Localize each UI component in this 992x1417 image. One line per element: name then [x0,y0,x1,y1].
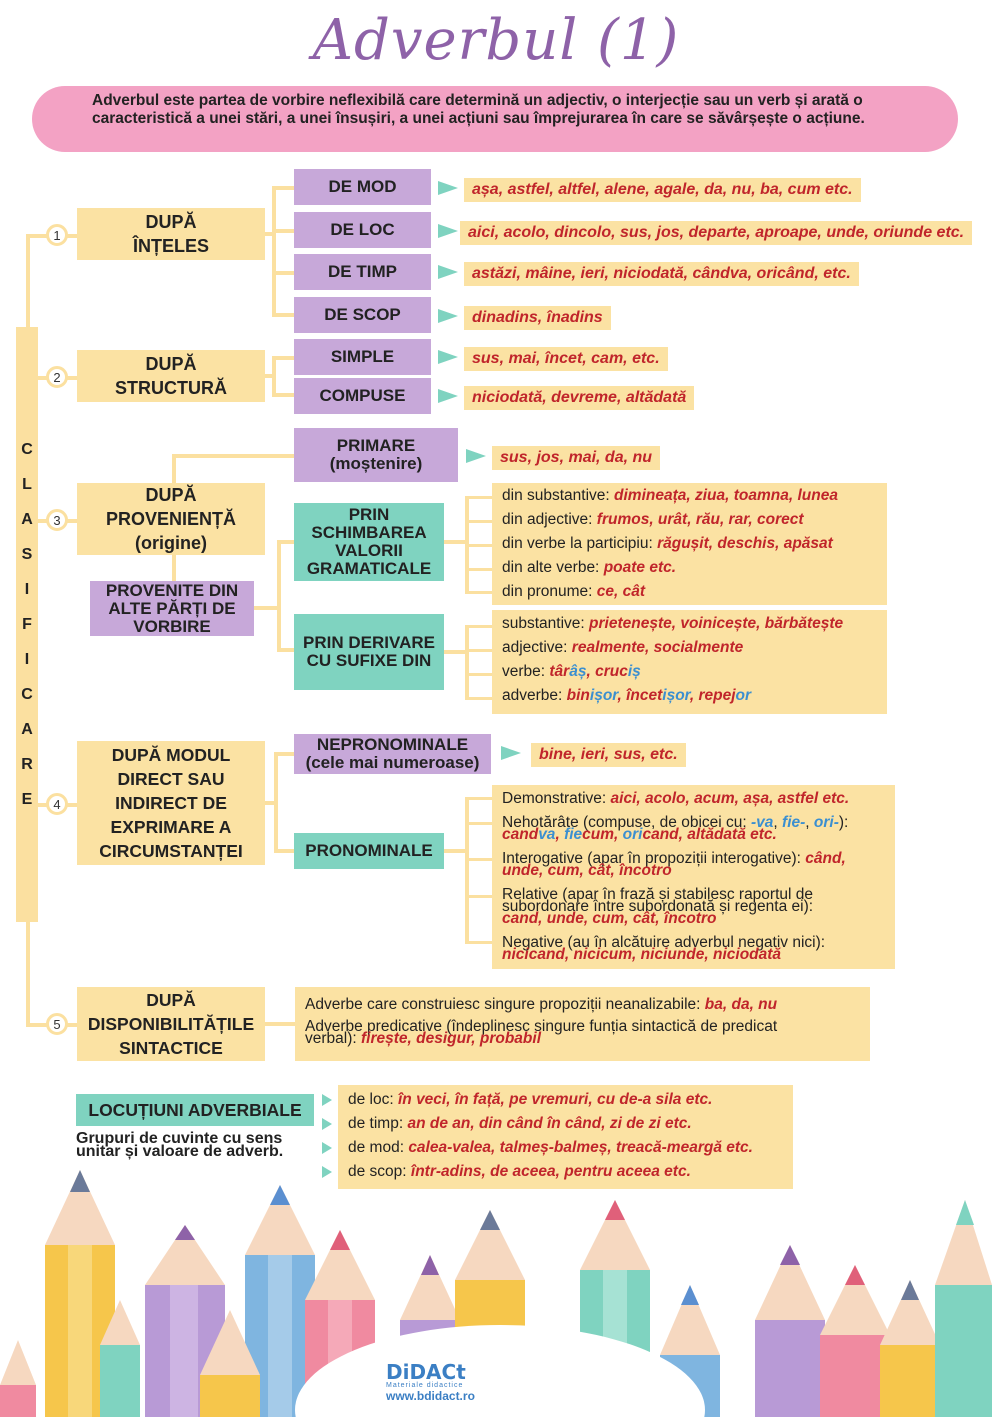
box-schimbare-examples: din substantive: dimineața, ziua, toamna, lunea din adjective: frumos, urât, rău, rar, corect din verbe la participiu: răgușit, deschis, apăsat din alte verbe: poate etc. din pronume: ce, cât [492,483,887,605]
box-pronominale-examples: Demonstrative: aici, acolo, acum, așa, astfel etc. Nehotărâte (compuse, de obicei cu: -va, fie-, ori-): candva, fiecum, oricand, altădată etc. Interogative (apar în propoziții interogative): când, unde, cum, cât, încotro Relative (apar în frază și stabilesc raportul de subordonare între subordonată și regenta ei): cand, unde, cum, cât, încotro Negative (au în alcătuire adverbul negativ nici): nicicand, nicicum, niciunde, niciodată [492,785,895,969]
section-number: 3 [46,509,68,531]
examples-primare: sus, jos, mai, da, nu [492,446,660,470]
section-number: 2 [46,366,68,388]
examples-simple: sus, mai, încet, cam, etc. [464,347,668,371]
sub-de-timp: DE TIMP [294,254,431,290]
sub-simple: SIMPLE [294,339,431,375]
box-locutiuni-examples: de loc: în veci, în față, pe vremuri, cu de-a sila etc. de timp: an de an, din când în când, zi de zi etc. de mod: calea-valea, talmeș-balmeș, treacă-meargă etc. de scop: într-adins, de aceea, pentru aceea etc. [338,1085,793,1189]
sub-schimbare-valoare: PRIN SCHIMBAREA VALORII GRAMATICALE [294,503,444,581]
category-dupa-inteles: DUPĂ ÎNȚELES [77,208,265,260]
sub-compuse: COMPUSE [294,378,431,414]
arrow-icon [322,1118,332,1130]
examples-nepronominale: bine, ieri, sus, etc. [531,743,686,767]
arrow-icon [501,746,521,760]
arrow-icon [438,389,458,403]
section-number: 4 [46,793,68,815]
sub-de-loc: DE LOC [294,212,431,248]
sub-provenite: PROVENITE DIN ALTE PĂRȚI DE VORBIRE [90,581,254,636]
arrow-icon [438,181,458,195]
sub-de-mod: DE MOD [294,169,431,205]
locutiuni-description: Grupuri de cuvinte cu sens unitar și valoare de adverb. [76,1130,284,1160]
locutiuni-label: LOCUȚIUNI ADVERBIALE [76,1094,314,1126]
didact-logo: DiDACt Materiale didactice www.bdidact.ro [386,1362,496,1403]
site-url: www.bdidact.ro [386,1389,475,1403]
examples-de-scop: dinadins, înadins [464,306,611,330]
page-title: Adverbul (1) [312,8,680,73]
definition-banner: Adverbul este partea de vorbire neflexibilă care determină un adjectiv, o interjecție sau un verb și arată o caracteristică a unei stări, a unei însușiri, a unei acțiuni sau împrejurarea în care se săvârșește o acțiune. [32,86,958,152]
classification-letters: C L A S I F I C A R E [21,441,33,808]
box-derivare-examples: substantive: prietenește, voinicește, bărbătește adjective: realmente, socialmente verbe: târâș, cruciș adverbe: binișor, încetișor, repejor [492,610,887,714]
sub-nepronominale: NEPRONOMINALE (cele mai numeroase) [294,734,491,774]
examples-compuse: niciodată, devreme, altădată [464,386,694,410]
examples-de-timp: astăzi, mâine, ieri, niciodată, cândva, oricând, etc. [464,262,859,286]
sub-primare: PRIMARE (moștenire) [294,428,458,482]
box-sintactice-examples: Adverbe care construiesc singure propoziții neanalizabile: ba, da, nu Adverbe predicative (îndeplinesc singure funția sintactică de predicat verbal): firește, desigur, probabil [295,987,870,1061]
arrow-icon [438,265,458,279]
arrow-icon [322,1142,332,1154]
sub-pronominale: PRONOMINALE [294,833,444,869]
category-dupa-disponibilitati: DUPĂ DISPONIBILITĂȚILE SINTACTICE [77,987,265,1061]
section-number: 5 [46,1013,68,1035]
pencils-illustration [0,1170,992,1417]
arrow-icon [322,1094,332,1106]
arrow-icon [438,309,458,323]
arrow-icon [466,449,486,463]
section-number: 1 [46,224,68,246]
arrow-icon [438,224,458,238]
category-dupa-structura: DUPĂ STRUCTURĂ [77,350,265,402]
category-dupa-modul: DUPĂ MODUL DIRECT SAU INDIRECT DE EXPRIMARE A CIRCUMSTANȚEI [77,741,265,865]
arrow-icon [438,350,458,364]
sub-de-scop: DE SCOP [294,297,431,333]
category-dupa-provenienta: DUPĂ PROVENIENȚĂ (origine) [77,483,265,555]
sub-derivare-sufixe: PRIN DERIVARE CU SUFIXE DIN [294,614,444,690]
examples-de-loc: aici, acolo, dincolo, sus, jos, departe, aproape, unde, oriunde etc. [460,221,972,245]
examples-de-mod: așa, astfel, altfel, alene, agale, da, nu, ba, cum etc. [464,178,861,202]
